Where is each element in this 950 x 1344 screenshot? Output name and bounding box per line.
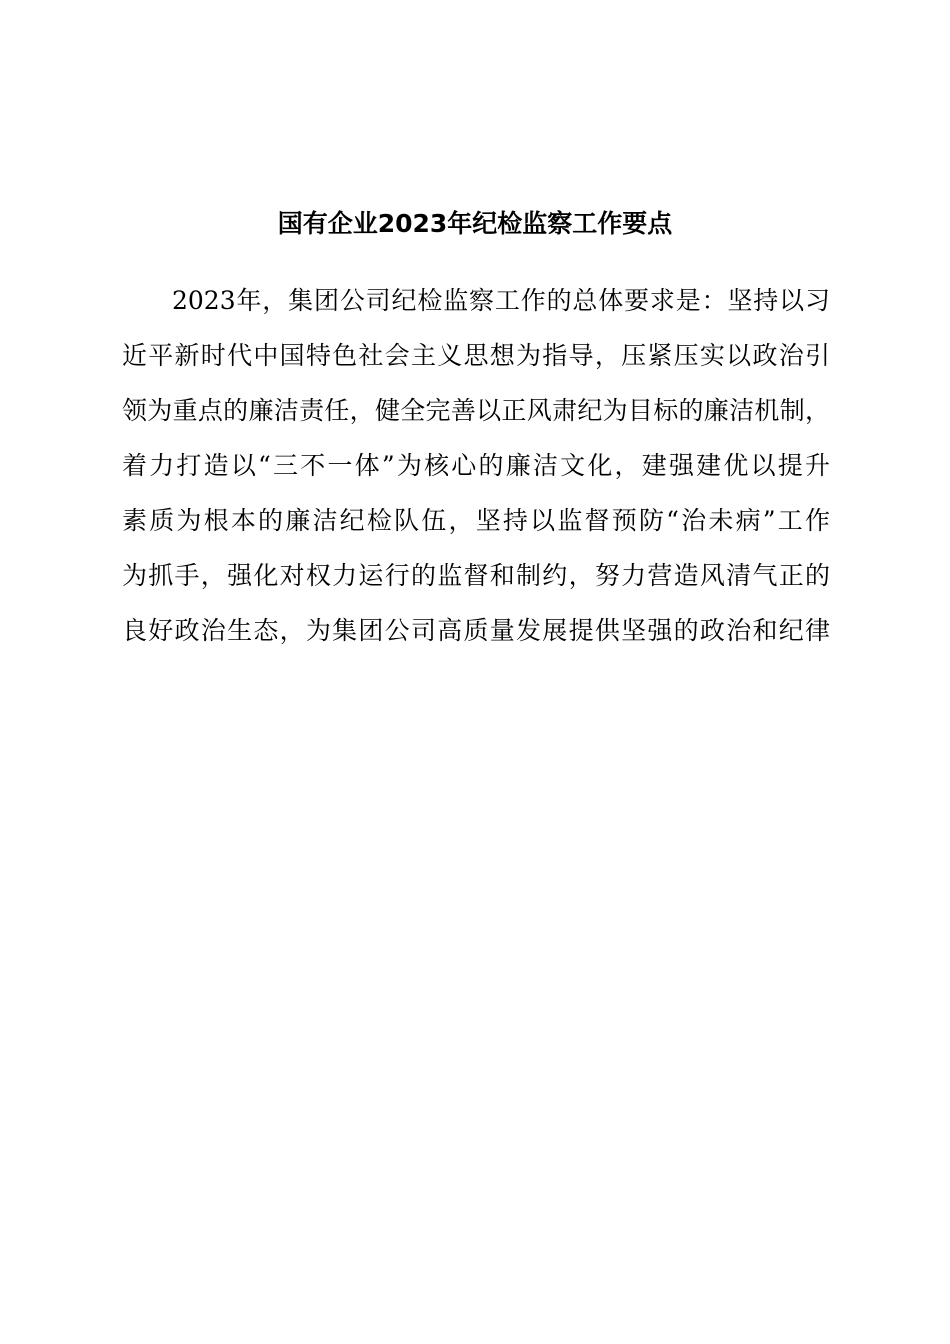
intro-line-7: 良好政治生态，为集团公司高质量发展提供坚强的政治和纪律 — [122, 616, 830, 645]
intro-line-4: 着力打造以“三不一体”为核心的廉洁文化，建强建优以提升 — [122, 451, 830, 480]
intro-line-6: 为抓手，强化对权力运行的监督和制约，努力营造风清气正的 — [122, 561, 830, 590]
document-title: 国有企业2023年纪检监察工作要点 — [277, 209, 673, 238]
intro-line-3: 领为重点的廉洁责任，健全完善以正风肃纪为目标的廉洁机制， — [122, 396, 830, 425]
intro-line-2: 近平新时代中国特色社会主义思想为指导，压紧压实以政治引 — [122, 341, 830, 370]
intro-line-1: 2023年，集团公司纪检监察工作的总体要求是：坚持以习 — [172, 286, 830, 315]
intro-line-5: 素质为根本的廉洁纪检队伍，坚持以监督预防“治未病”工作 — [122, 506, 830, 535]
